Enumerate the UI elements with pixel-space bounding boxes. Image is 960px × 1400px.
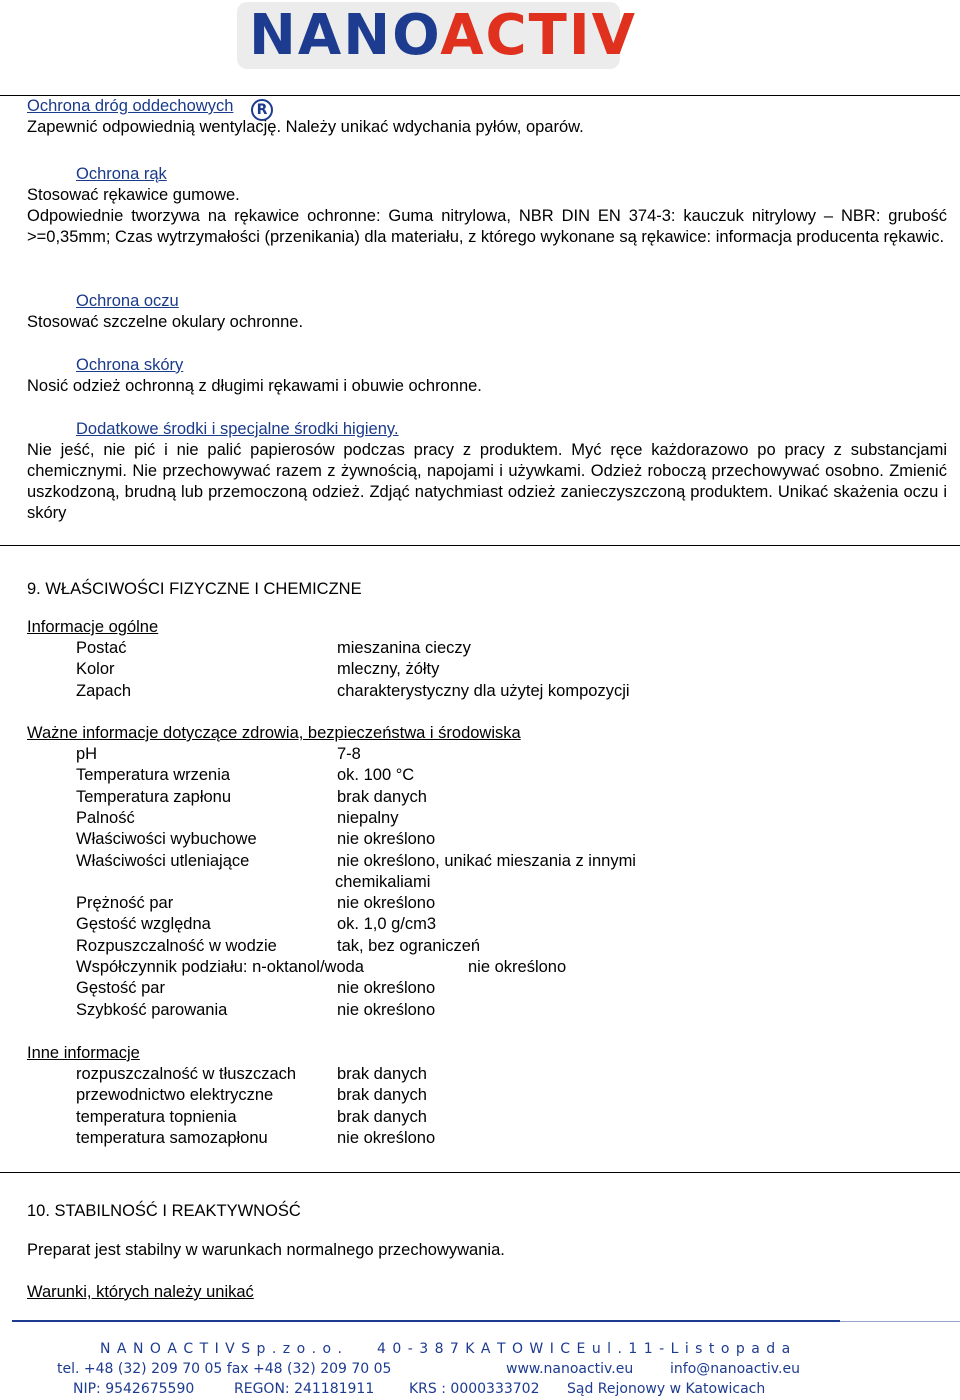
- section-divider: [0, 545, 960, 546]
- property-name: Współczynnik podziału: n-oktanol/woda: [76, 958, 364, 976]
- property-name: Palność: [76, 808, 135, 827]
- hygiene-title: Dodatkowe środki i specjalne środki higieny.: [76, 420, 399, 438]
- footer-divider-faded: [840, 1321, 960, 1322]
- footer-divider: [12, 1320, 840, 1322]
- hand-protection-text: Stosować rękawice gumowe.: [27, 186, 240, 204]
- property-name: Zapach: [76, 681, 132, 700]
- property-value: charakterystyczny dla użytej kompozycji: [337, 681, 630, 700]
- property-name: Temperatura wrzenia: [76, 766, 231, 785]
- glove-material-paragraph: Odpowiednie tworzywa na rękawice ochronne: Guma nitrylowa, NBR DIN EN 374-3: kauczuk nitrylowy – NBR: grubość >=0,35mm; Czas wytrzymałości (przenikania) dla materiału, z którego wykonane są rękawice: informacja producenta rękawic.: [27, 207, 947, 246]
- respiratory-protection-title: Ochrona dróg oddechowych: [27, 97, 234, 115]
- footer-phone: tel. +48 (32) 209 70 05 fax +48 (32) 209 70 05: [57, 1361, 392, 1377]
- property-value-continuation: chemikaliami: [335, 872, 431, 891]
- property-value: nie określono: [337, 830, 436, 849]
- property-value: ok. 1,0 g/cm3: [337, 915, 437, 934]
- property-name: Właściwości wybuchowe: [76, 830, 257, 849]
- property-value: 7-8: [337, 745, 361, 763]
- property-name: temperatura topnienia: [76, 1107, 237, 1126]
- general-info-title: Informacje ogólne: [27, 618, 159, 636]
- section-10-heading: 10. STABILNOŚĆ I REAKTYWNOŚĆ: [27, 1202, 301, 1220]
- logo-part-activ: ACTIV: [440, 3, 637, 68]
- property-name: Kolor: [76, 660, 115, 679]
- property-name: Temperatura zapłonu: [76, 787, 232, 806]
- property-name: rozpuszczalność w tłuszczach: [76, 1065, 297, 1083]
- property-name: Gęstość względna: [76, 915, 211, 934]
- property-name: Gęstość par: [76, 979, 165, 998]
- property-value: tak, bez ograniczeń: [337, 936, 481, 955]
- logo-part-nano: NANO: [249, 3, 441, 68]
- property-value: nie określono: [337, 894, 436, 913]
- section-9-heading: 9. WŁAŚCIWOŚCI FIZYCZNE I CHEMICZNE: [27, 580, 362, 598]
- stability-text: Preparat jest stabilny w warunkach normalnego przechowywania.: [27, 1241, 505, 1259]
- footer-address: 4 0 - 3 8 7 K A T O W I C E u l . 1 1 - L i s t o p a d a: [377, 1341, 792, 1357]
- footer-nip: NIP: 9542675590: [73, 1381, 195, 1397]
- property-value: niepalny: [337, 808, 399, 827]
- registered-mark-icon: R: [251, 99, 273, 121]
- property-value: brak danych: [337, 1107, 427, 1126]
- footer-website[interactable]: www.nanoactiv.eu: [506, 1361, 634, 1377]
- respiratory-protection-text: Zapewnić odpowiednią wentylację. Należy unikać wdychania pyłów, oparów.: [27, 118, 584, 136]
- skin-protection-text: Nosić odzież ochronną z długimi rękawami i obuwie ochronne.: [27, 377, 482, 395]
- company-logo: [237, 2, 637, 118]
- property-name: Szybkość parowania: [76, 1000, 228, 1019]
- section-divider: [0, 1172, 960, 1173]
- property-value: nie określono: [337, 979, 436, 998]
- property-value: brak danych: [337, 787, 427, 806]
- property-value: nie określono: [337, 1128, 436, 1147]
- hygiene-paragraph: Nie jeść, nie pić i nie palić papierosów podczas pracy z produktem. Myć ręce każdorazowo po pracy z substancjami chemicznymi. Nie przechowywać razem z żywnością, napojami i używkami. Odzież roboczą przechowywać osobno. Zmienić uszkodzoną, brudną lub przemoczoną odzież. Zdjąć natychmiast odzież zanieczyszczoną produktem. Unikać skażenia oczu i skóry: [27, 441, 947, 522]
- conditions-to-avoid-title: Warunki, których należy unikać: [27, 1283, 254, 1301]
- property-name: Właściwości utleniające: [76, 851, 250, 870]
- footer-email[interactable]: info@nanoactiv.eu: [670, 1361, 800, 1377]
- property-value: mieszanina cieczy: [337, 639, 471, 657]
- property-name: przewodnictwo elektryczne: [76, 1086, 274, 1105]
- other-info-title: Inne informacje: [27, 1044, 140, 1062]
- footer-court: Sąd Rejonowy w Katowicach: [567, 1381, 766, 1397]
- property-name: Rozpuszczalność w wodzie: [76, 936, 277, 955]
- property-name: Prężność par: [76, 894, 174, 913]
- important-info-title: Ważne informacje dotyczące zdrowia, bezpieczeństwa i środowiska: [27, 724, 521, 742]
- eye-protection-title: Ochrona oczu: [76, 292, 179, 310]
- skin-protection-title: Ochrona skóry: [76, 356, 184, 374]
- property-value: ok. 100 °C: [337, 766, 415, 785]
- property-name: pH: [76, 745, 98, 763]
- property-name: temperatura samozapłonu: [76, 1128, 268, 1147]
- property-name: Postać: [76, 639, 127, 657]
- property-value: nie określono: [468, 958, 567, 976]
- footer-regon: REGON: 241181911: [234, 1381, 375, 1397]
- footer-krs: KRS : 0000333702: [409, 1381, 540, 1397]
- property-value: nie określono: [337, 1000, 436, 1019]
- footer-company: N A N O A C T I V S p . z o . o .: [100, 1341, 343, 1357]
- logo-wordmark: [249, 3, 637, 126]
- hand-protection-title: Ochrona rąk: [76, 165, 167, 183]
- eye-protection-text: Stosować szczelne okulary ochronne.: [27, 313, 304, 331]
- property-value: brak danych: [337, 1086, 427, 1105]
- property-value: mleczny, żółty: [337, 660, 440, 679]
- property-value: nie określono, unikać mieszania z innymi: [337, 851, 636, 870]
- property-value: brak danych: [337, 1065, 427, 1083]
